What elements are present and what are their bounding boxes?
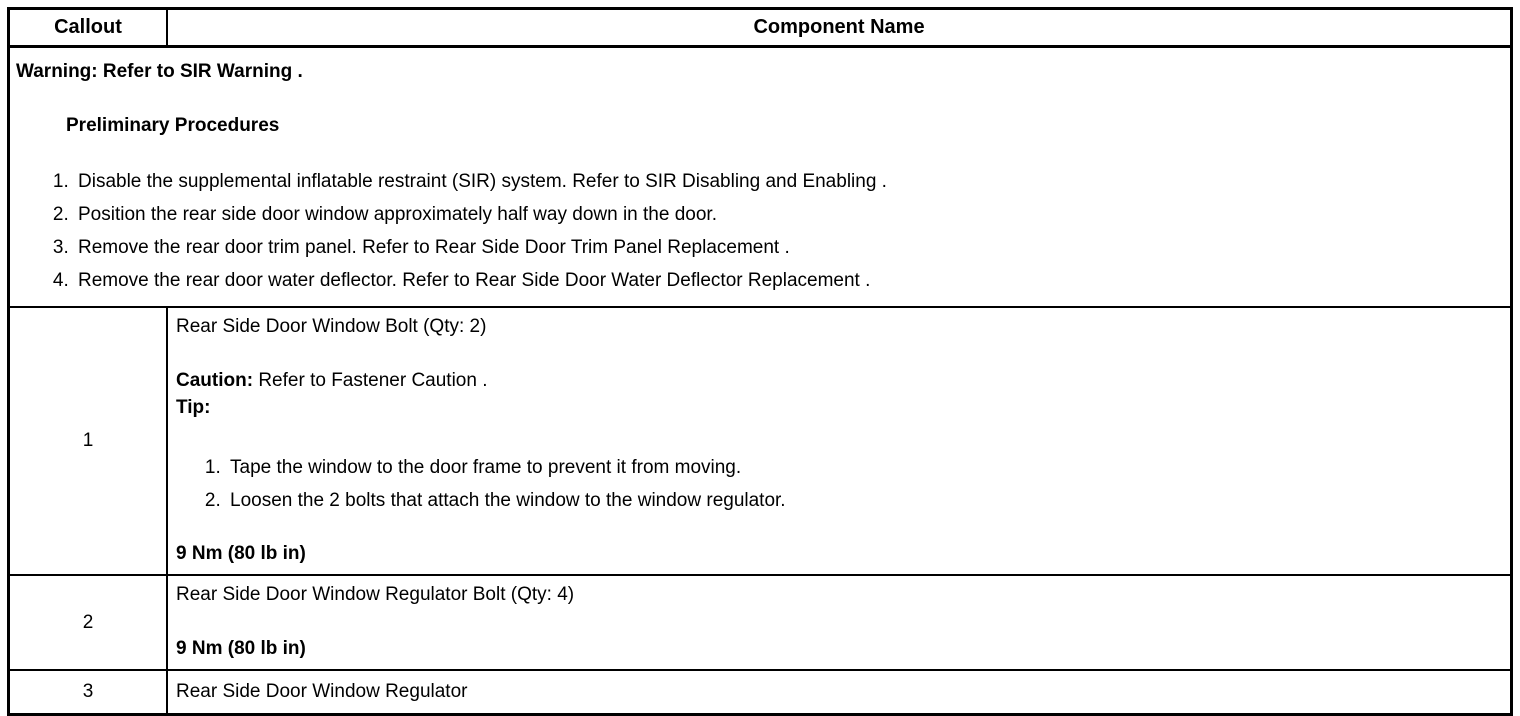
caution-label: Caution:: [176, 370, 254, 391]
preliminary-procedures-heading: Preliminary Procedures: [66, 115, 280, 136]
component-name: Rear Side Door Window Regulator Bolt (Qty: 4): [176, 584, 575, 605]
preliminary-steps-list: [14, 165, 1502, 297]
tip-steps-list: [176, 451, 1510, 517]
callout-number: 1: [10, 308, 168, 574]
component-callout-table: [7, 7, 1513, 716]
component-cell: [168, 308, 1510, 574]
component-name-column-header: Component Name: [753, 16, 925, 38]
callout-column-header: Callout: [10, 10, 168, 45]
caution-body: Refer to Fastener Caution .: [253, 370, 488, 391]
torque-spec: 9 Nm (80 lb in): [176, 638, 306, 659]
tip-label: Tip:: [176, 397, 211, 418]
table-row: [10, 671, 1510, 713]
preliminary-step: 1. Disable the supplemental inflatable restraint (SIR) system. Refer to SIR Disabling and Enabling .: [74, 165, 1502, 198]
caution-text: [176, 370, 1510, 392]
table-row: [10, 308, 1510, 576]
tip-step: 1. Tape the window to the door frame to prevent it from moving.: [226, 451, 1510, 484]
preliminary-step: 2. Position the rear side door window approximately half way down in the door.: [74, 198, 1502, 231]
preliminary-procedures-cell: [10, 48, 1510, 306]
component-cell: [168, 671, 1510, 713]
component-name: Rear Side Door Window Regulator: [176, 681, 468, 702]
callout-number: 2: [10, 576, 168, 669]
component-name: Rear Side Door Window Bolt (Qty: 2): [176, 316, 487, 337]
component-cell: [168, 576, 1510, 669]
table-row: [10, 576, 1510, 671]
table-header-row: [10, 10, 1510, 48]
tip-step: 2. Loosen the 2 bolts that attach the window to the window regulator.: [226, 484, 1510, 517]
sir-warning-text: Warning: Refer to SIR Warning .: [16, 61, 303, 82]
preliminary-step: 4. Remove the rear door water deflector. Refer to Rear Side Door Water Deflector Replacement .: [74, 264, 1502, 297]
torque-spec: 9 Nm (80 lb in): [176, 543, 306, 564]
preliminary-step: 3. Remove the rear door trim panel. Refer to Rear Side Door Trim Panel Replacement .: [74, 231, 1502, 264]
callout-number: 3: [10, 671, 168, 713]
preliminary-procedures-row: [10, 48, 1510, 308]
